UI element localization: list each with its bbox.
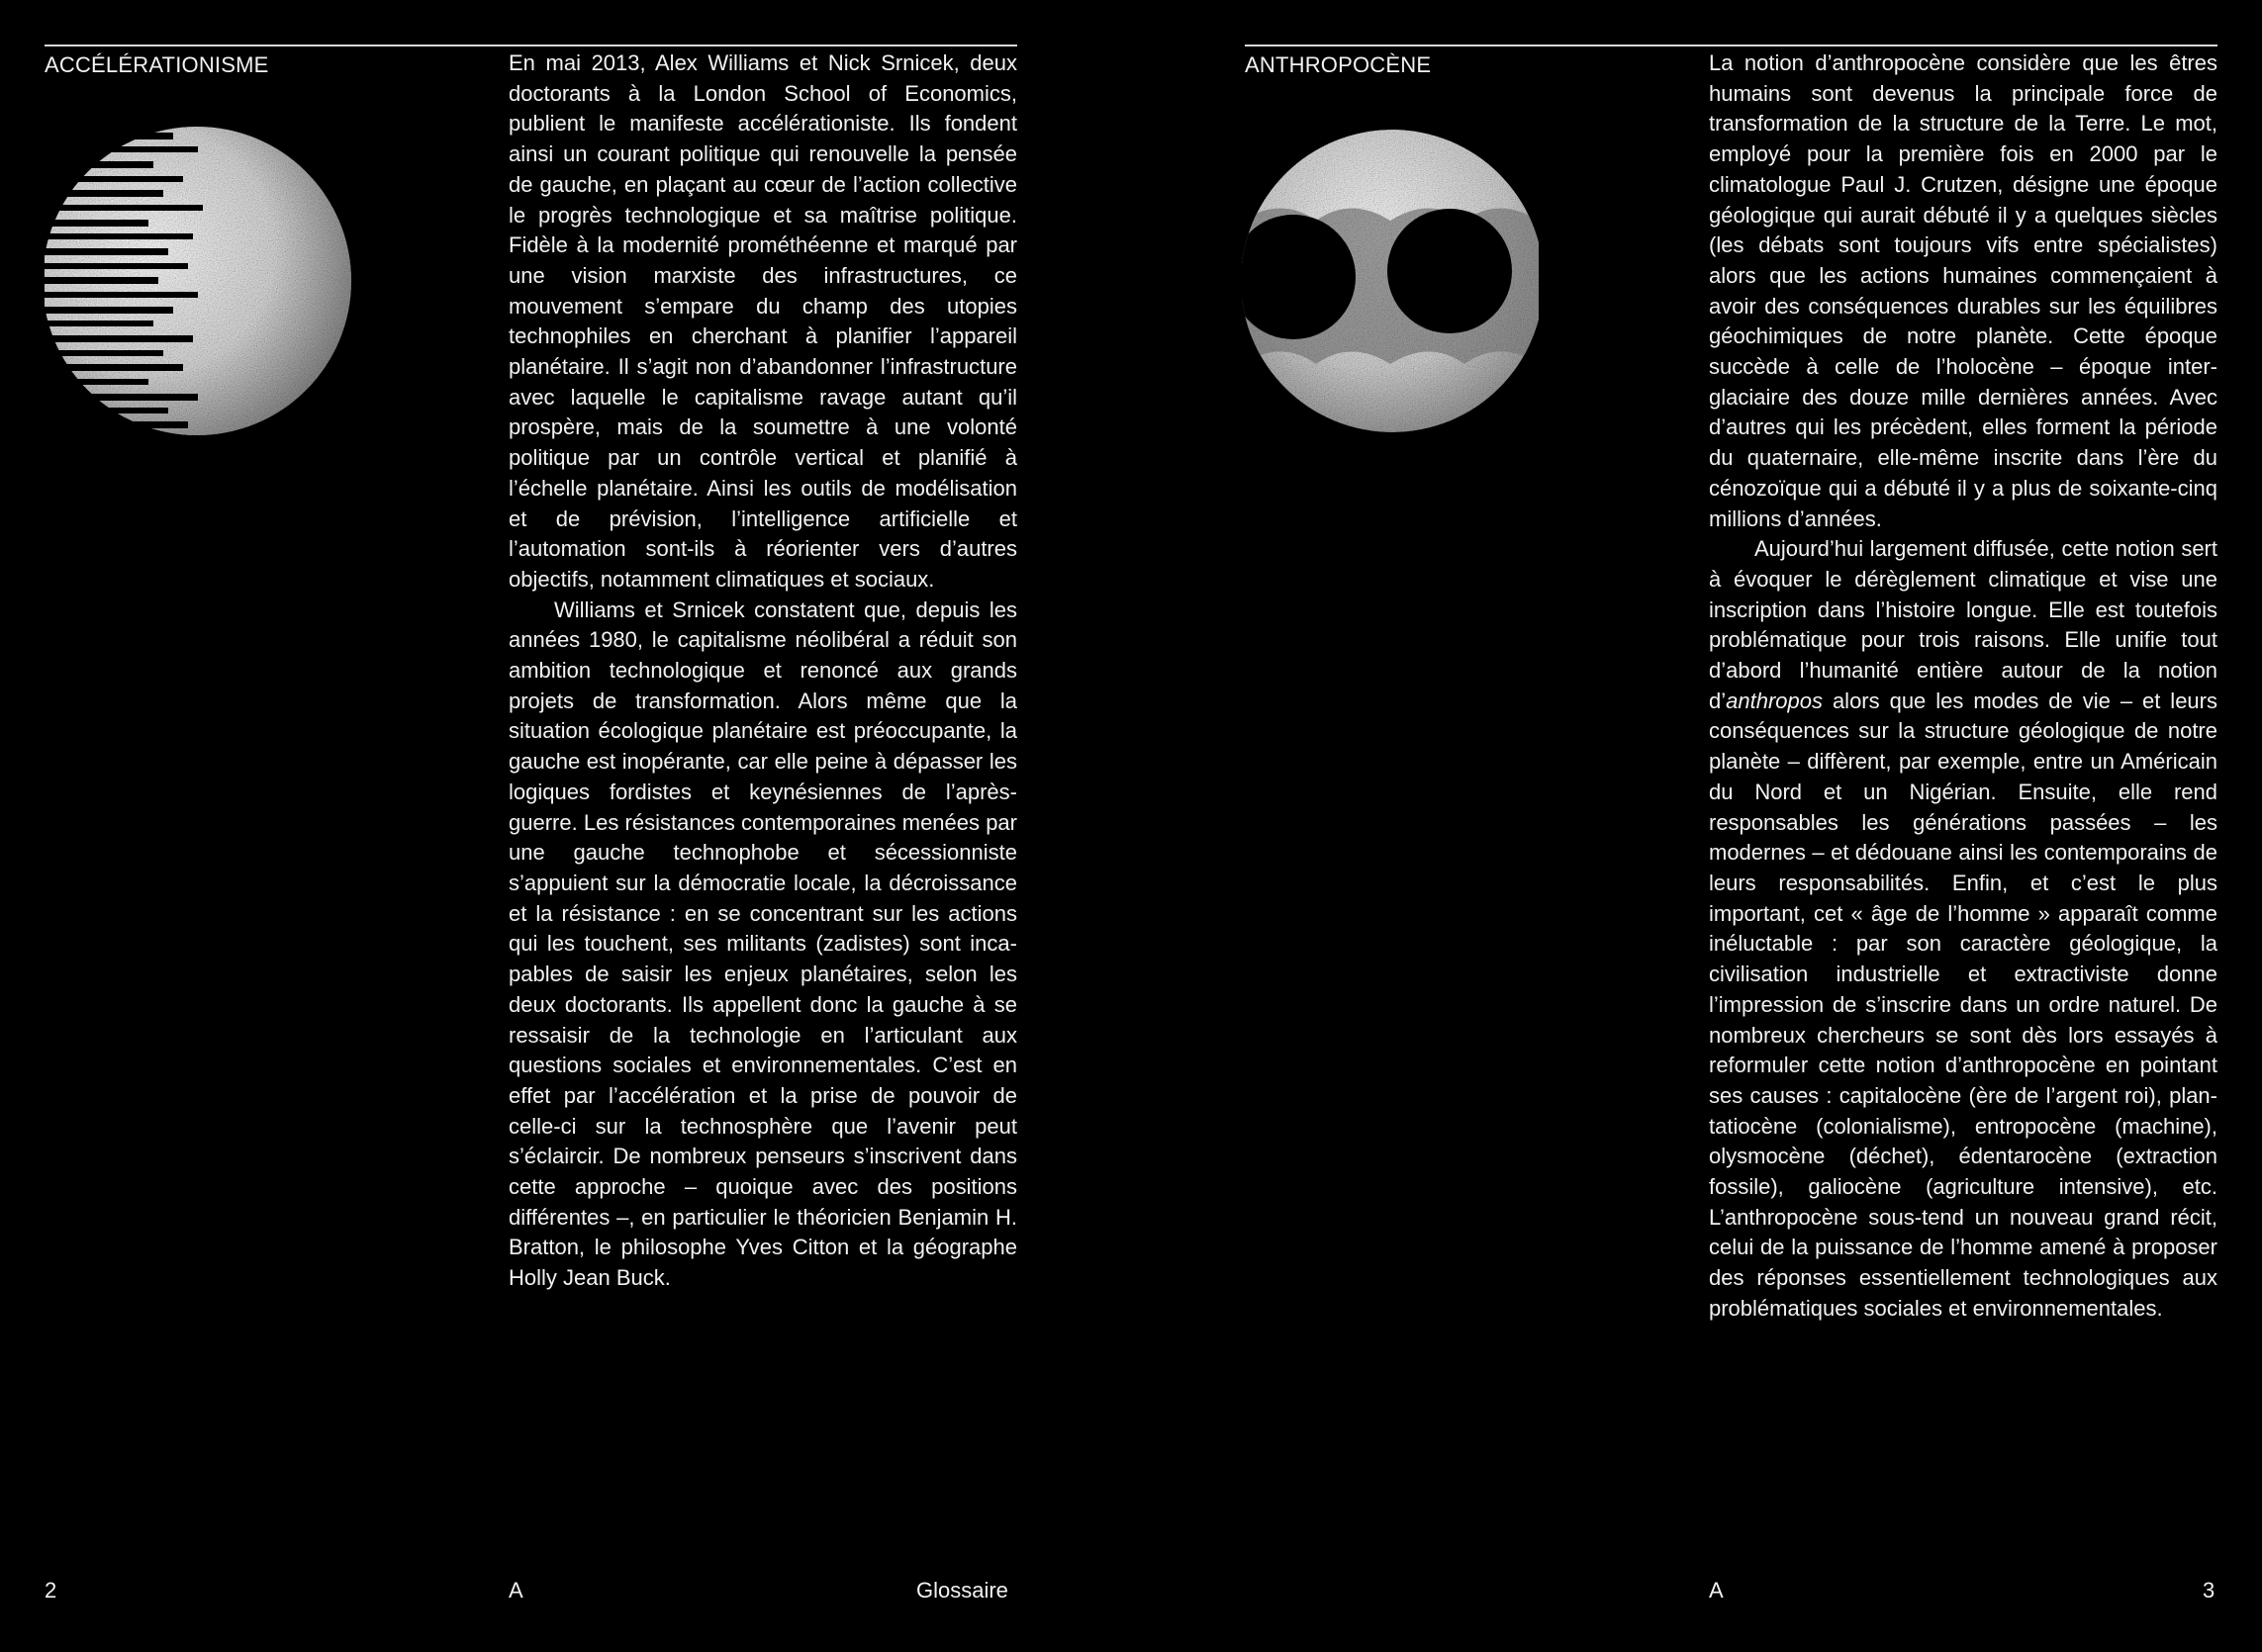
paragraph-text: Aujourd’hui largement diffusée, cette notion sert à évoquer le dérèglement climatique et vise une inscription dans l’histoire longue. Elle est toutefois problématique pour trois raisons. Elle unifie tout d’abord l’humanité entière autour de la notion d’	[1709, 536, 2217, 713]
paragraph	[1709, 534, 2217, 1324]
sphere-with-cutouts-icon	[1242, 127, 1539, 444]
paragraph-text: alors que les modes de vie – et leurs conséquences sur la structure géologique de notre planète – diffèrent, par exemple, entre un Américain du Nord et un Nigérian. Ensuite, elle rend responsables les générations passées – les modernes – et dédouane ainsi les contemporains de leurs responsabilités. Enfin, et c’est le plus important, cet « âge de l’homme » apparaît comme inéluctable : par son caractère géologique, la civilisation industrielle et extractiviste donne l’impression de s’inscrire dans un ordre naturel. De nombreux chercheurs se sont dès lors essayés à reformuler cette notion d’anthropocène en pointant ses causes : capitalocène (ère de l’argent roi), plantatiocène (colonialisme), entropocène (machine), olysmocène (déchet), édentarocène (extraction fossile), galiocène (agriculture intensive), etc. L’anthropocène sous-tend un nouveau grand récit, celui de la puissance de l’homme amené à proposer des réponses essentiellement technologiques aux problématiques sociales et environnementales.	[1709, 688, 2217, 1321]
page-number: 3	[2203, 1578, 2215, 1603]
paragraph: La notion d’anthropocène considère que les êtres humains sont devenus la principale force de transformation de la structure de la Terre. Le mot, employé pour la première fois en 2000 par le climatologue Paul J. Crutzen, désigne une époque géologique qui aurait débuté il y a quelques siècles (les débats sont toujours vifs entre spécialistes) alors que les actions humaines commençaient à avoir des conséquences durables sur les équilibres géochimiques de notre planète. Cette époque succède à celle de l’holocène – époque interglaciaire des douze mille dernières années. Avec d’autres qui les précèdent, elles forment la période du quaternaire, elle-même inscrite dans l’ère du cénozoïque qui a débuté il y a plus de soixante-cinq millions d’années.	[1709, 50, 2217, 531]
running-title: Glossaire	[916, 1578, 1008, 1603]
entry-heading: ANTHROPOCÈNE	[1245, 52, 1432, 77]
page-number: 2	[45, 1578, 57, 1603]
entry-body	[509, 48, 1017, 1294]
section-letter: A	[1709, 1578, 1724, 1603]
paragraph: Williams et Srnicek constatent que, depuis les années 1980, le capitalisme néolibéral a réduit son ambition technologique et renoncé aux grands projets de transformation. Alors même que la situation écologique planétaire est préoccupante, la gauche est inopérante, car elle peine à dépasser les logiques fordistes et keynésiennes de l’après-guerre. Les résistances contemporaines menées par une gauche technophobe et sécessionniste s’appuient sur la démocratie locale, la décroissance et la résistance : en se concentrant sur les actions qui les touchent, ses militants (zadistes) sont incapables de saisir les enjeux planétaires, selon les deux doctorants. Ils appellent donc la gauche à se ressaisir de la technologie en l’articulant aux questions sociales et environnementales. C’est en effet par l’accélération et la prise de pouvoir de celle-ci sur la technosphère que l’avenir peut s’éclaircir. De nombreux penseurs s’inscrivent dans cette approche – quoique avec des positions différentes –, en particulier le théoricien Benjamin H. Bratton, le philosophe Yves Citton et la géographe Holly Jean Buck.	[509, 597, 1017, 1291]
entry-body	[1709, 48, 2217, 1325]
paragraph: En mai 2013, Alex Williams et Nick Srnicek, deux doctorants à la London School of Economics, publient le manifeste accélérationiste. Ils fondent ainsi un courant politique qui renouvelle la pensée de gauche, en plaçant au cœur de l’action collective le progrès technologique et sa maîtrise politique. Fidèle à la modernité prométhéenne et marqué par une vision marxiste des infrastructures, ce mouvement s’empare du champ des utopies technophiles en cherchant à planifier l’appareil planétaire. Il s’agit non d’abandonner l’infrastructure avec laquelle le capitalisme ravage autant qu’il prospère, mais de la soumettre à une volonté politique par un contrôle vertical et planifié à l’échelle planétaire. Ainsi les outils de modélisation et de prévision, l’intelligence artificielle et l’automation sont-ils à réorienter vers d’autres objectifs, notamment climatiques et sociaux.	[509, 50, 1017, 592]
top-rule	[1245, 45, 2217, 46]
section-letter: A	[509, 1578, 523, 1603]
top-rule	[45, 45, 1017, 46]
italic-term: anthropos	[1726, 688, 1823, 713]
half-sphere-striped-icon	[45, 127, 351, 440]
right-page	[1131, 0, 2262, 1652]
entry-heading: ACCÉLÉRATIONISME	[45, 52, 269, 77]
